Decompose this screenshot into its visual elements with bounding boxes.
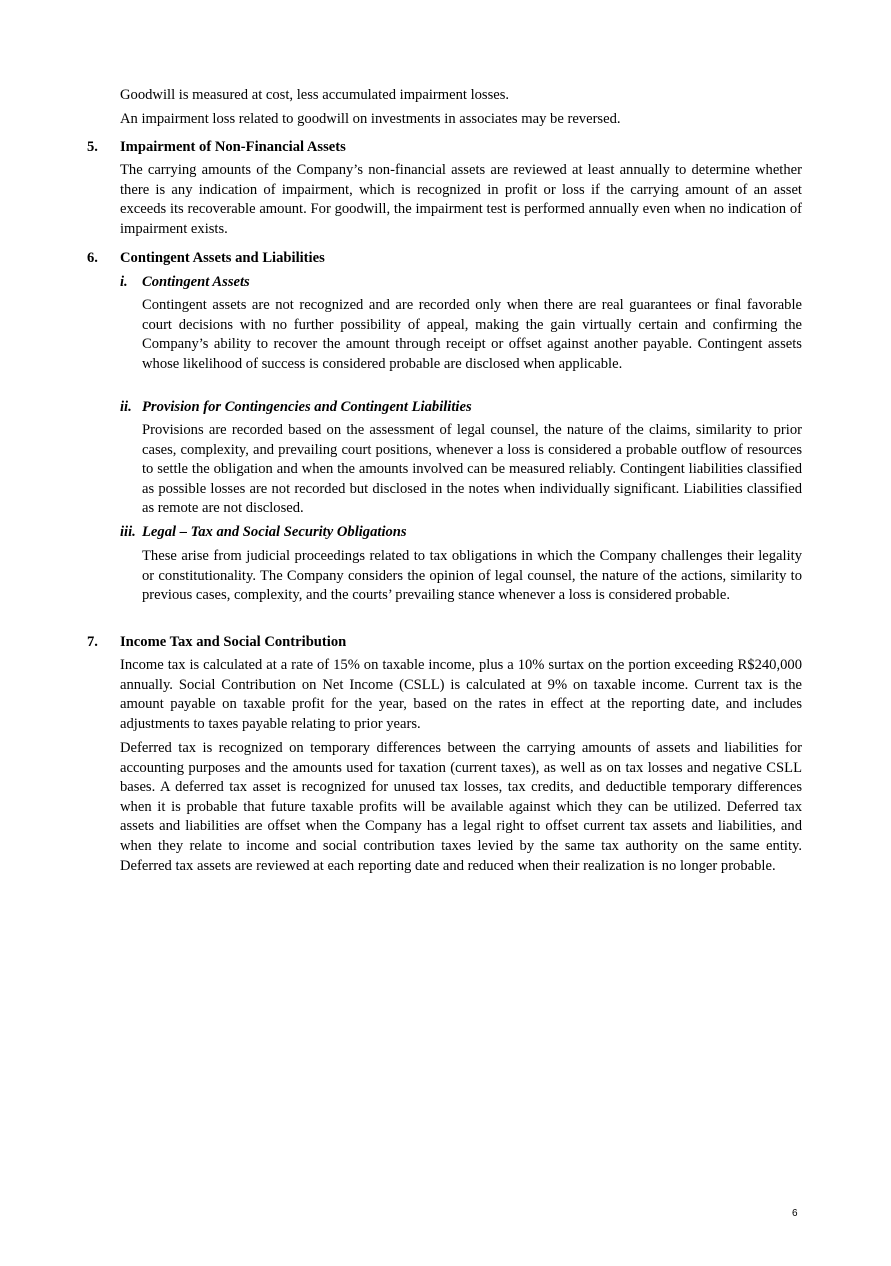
subsection-paragraph: These arise from judicial proceedings related to tax obligations in which the Company challenges their legality or constitutionality. The Company considers the opinion of legal counsel, the nature of the actions, similarity to previous cases, complexity, and the courts’ prevailing stance whenever a loss is considered probable. bbox=[142, 548, 802, 604]
section-number: 6. bbox=[87, 250, 98, 266]
subsection-title: Provision for Contingencies and Contingent Liabilities bbox=[142, 399, 472, 415]
section-number: 7. bbox=[87, 634, 98, 650]
subsection-heading bbox=[120, 398, 472, 418]
intro-paragraph-1: Goodwill is measured at cost, less accumulated impairment losses. bbox=[120, 87, 510, 103]
subsection-label: ii. bbox=[120, 399, 132, 415]
section-paragraph: Income tax is calculated at a rate of 15% on taxable income, plus a 10% surtax on the portion exceeding R$240,000 annually. Social Contribution on Net Income (CSLL) is calculated at 9% on taxable income. Current tax is the amount payable on taxable profit for the year, based on the rates in effect at the reporting date, and includes adjustments to taxes payable relating to prior years. bbox=[120, 657, 802, 732]
subsection-label: i. bbox=[120, 274, 128, 290]
section-paragraph: Deferred tax is recognized on temporary differences between the carrying amounts of assets and liabilities for accounting purposes and the amounts used for taxation (current taxes), as well as on tax losses and negative CSLL bases. A deferred tax asset is recognized for unused tax losses, tax credits, and deductible temporary differences when it is probable that future taxable profits will be available against which they can be utilized. Deferred tax assets and liabilities are offset when the Company has a legal right to offset current tax assets and liabilities, and when they relate to income and social contribution taxes levied by the same tax authority on the same entity. Deferred tax assets are reviewed at each reporting date and reduced when their realization is no longer probable. bbox=[120, 740, 802, 874]
subsection-title: Contingent Assets bbox=[142, 274, 250, 290]
section-heading: Impairment of Non-Financial Assets bbox=[120, 139, 346, 155]
intro-paragraph-2: An impairment loss related to goodwill on investments in associates may be reversed. bbox=[120, 111, 621, 127]
subsection-paragraph: Provisions are recorded based on the assessment of legal counsel, the nature of the claims, similarity to prior cases, complexity, and prevailing court positions, whenever a loss is considered a probable outflow of resources to settle the obligation and when the amounts involved can be measured reliably. Contingent liabilities classified as possible losses are not recorded but disclosed in the notes when individually significant. Liabilities classified as remote are not disclosed. bbox=[142, 422, 802, 517]
section-heading: Contingent Assets and Liabilities bbox=[120, 250, 325, 266]
section-heading: Income Tax and Social Contribution bbox=[120, 634, 347, 650]
subsection-title: Legal – Tax and Social Security Obligations bbox=[142, 524, 407, 540]
page-number: 6 bbox=[792, 1208, 798, 1219]
subsection-heading bbox=[120, 273, 250, 293]
section-number: 5. bbox=[87, 139, 98, 155]
subsection-paragraph: Contingent assets are not recognized and are recorded only when there are real guarantees or final favorable court decisions with no further possibility of appeal, making the gain virtually certain and confirming the Company’s ability to recover the amount through receipt or offset against another payable. Contingent assets whose likelihood of success is considered probable are disclosed when applicable. bbox=[142, 297, 802, 372]
subsection-label: iii. bbox=[120, 524, 136, 540]
section-paragraph: The carrying amounts of the Company’s non-financial assets are reviewed at least annually to determine whether there is any indication of impairment, which is recognized in profit or loss if the carrying amount of an asset exceeds its recoverable amount. For goodwill, the impairment test is performed annually even when no indication of impairment exists. bbox=[120, 162, 802, 237]
subsection-heading bbox=[120, 523, 407, 543]
